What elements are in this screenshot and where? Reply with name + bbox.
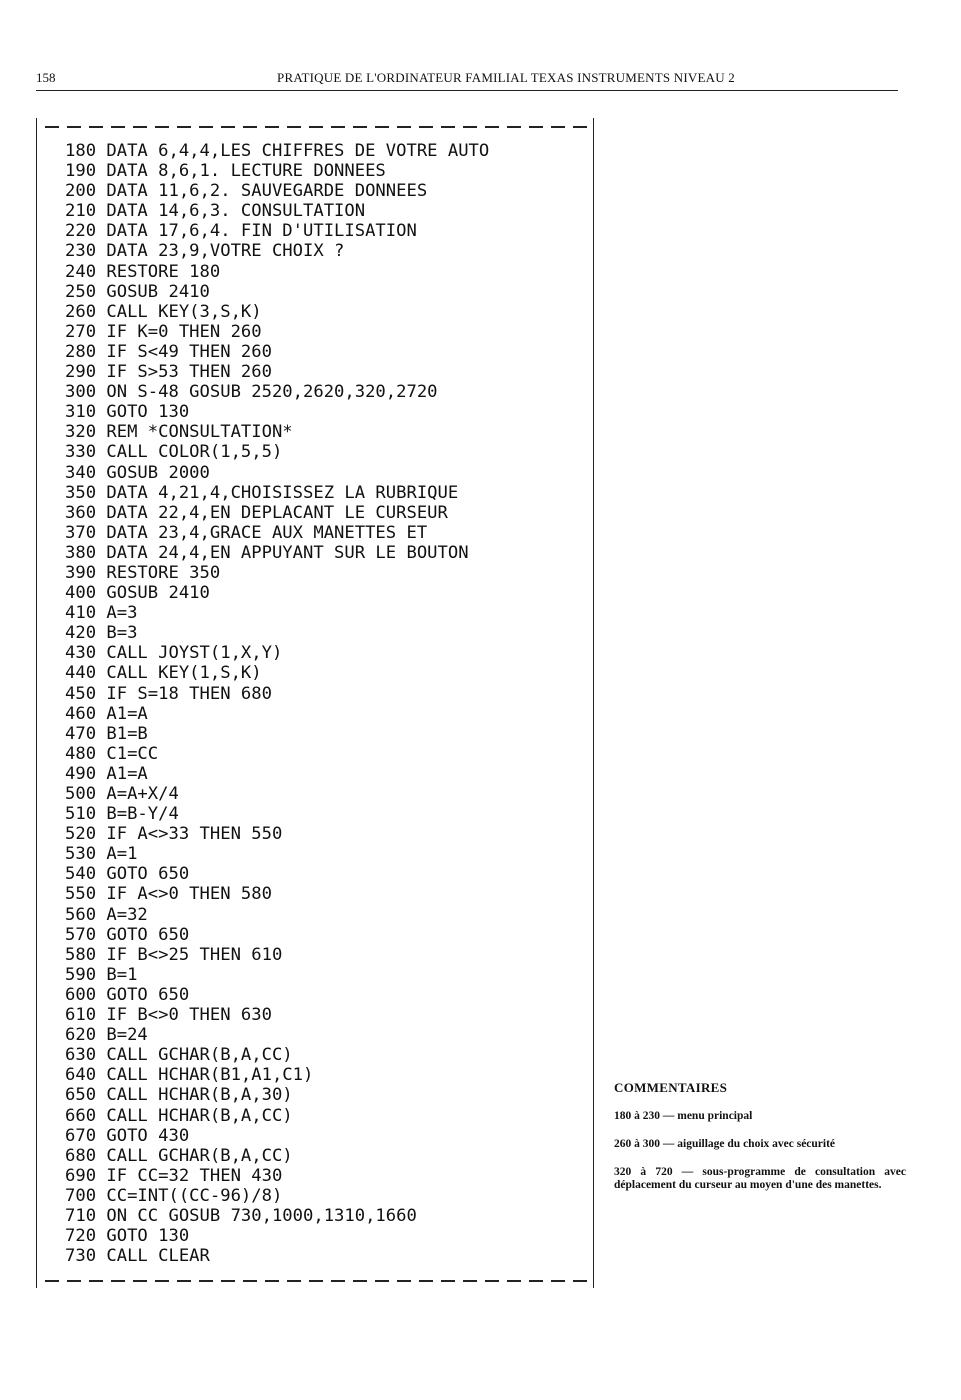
code-line: 450 IF S=18 THEN 680 — [65, 683, 272, 704]
code-line: 460 A1=A — [65, 703, 148, 724]
comment-item: 320 à 720 — sous-programme de consultation avec déplacement du curseur au moyen d'une des manettes. — [614, 1166, 906, 1191]
code-line: 410 A=3 — [65, 603, 138, 624]
code-line: 220 DATA 17,6,4. FIN D'UTILISATION — [65, 221, 417, 242]
code-line: 560 A=32 — [65, 904, 148, 925]
code-line: 370 DATA 23,4,GRACE AUX MANETTES ET — [65, 522, 428, 543]
code-line: 550 IF A<>0 THEN 580 — [65, 884, 272, 905]
code-line: 230 DATA 23,9,VOTRE CHOIX ? — [65, 241, 345, 262]
code-line: 700 CC=INT((CC-96)/8) — [65, 1185, 283, 1206]
code-line: 540 GOTO 650 — [65, 864, 190, 885]
code-line: 310 GOTO 130 — [65, 402, 190, 423]
comment-item: 260 à 300 — aiguillage du choix avec sécurité — [614, 1138, 836, 1150]
code-line: 670 GOTO 430 — [65, 1125, 190, 1146]
code-line: 210 DATA 14,6,3. CONSULTATION — [65, 201, 366, 222]
code-line: 680 CALL GCHAR(B,A,CC) — [65, 1145, 293, 1166]
code-line: 660 CALL HCHAR(B,A,CC) — [65, 1105, 293, 1126]
code-line: 530 A=1 — [65, 844, 138, 865]
code-line: 330 CALL COLOR(1,5,5) — [65, 442, 283, 463]
code-line: 710 ON CC GOSUB 730,1000,1310,1660 — [65, 1205, 417, 1226]
code-line: 380 DATA 24,4,EN APPUYANT SUR LE BOUTON — [65, 542, 469, 563]
running-title: PRATIQUE DE L'ORDINATEUR FAMILIAL TEXAS INSTRUMENTS NIVEAU 2 — [277, 70, 735, 85]
code-line: 390 RESTORE 350 — [65, 562, 221, 583]
code-line: 340 GOSUB 2000 — [65, 462, 210, 483]
program-listing-box — [36, 118, 594, 1288]
page-number: 158 — [36, 70, 56, 85]
code-line: 200 DATA 11,6,2. SAUVEGARDE DONNEES — [65, 181, 428, 202]
code-line: 350 DATA 4,21,4,CHOISISSEZ LA RUBRIQUE — [65, 482, 459, 503]
code-line: 730 CALL CLEAR — [65, 1246, 210, 1267]
code-line: 520 IF A<>33 THEN 550 — [65, 824, 283, 845]
code-line: 490 A1=A — [65, 763, 148, 784]
code-line: 720 GOTO 130 — [65, 1226, 190, 1247]
comments-title: COMMENTAIRES — [614, 1080, 728, 1095]
code-line: 260 CALL KEY(3,S,K) — [65, 301, 262, 322]
code-line: 240 RESTORE 180 — [65, 261, 221, 282]
listing-bottom-dashed-border — [45, 1280, 587, 1282]
code-line: 510 B=B-Y/4 — [65, 804, 179, 825]
code-line: 470 B1=B — [65, 723, 148, 744]
comments-panel — [614, 1080, 906, 1207]
code-line: 300 ON S-48 GOSUB 2520,2620,320,2720 — [65, 382, 438, 403]
code-line: 320 REM *CONSULTATION* — [65, 422, 293, 443]
comment-item: 180 à 230 — menu principal — [614, 1110, 753, 1122]
program-listing — [65, 141, 489, 1266]
code-line: 280 IF S<49 THEN 260 — [65, 341, 272, 362]
code-line: 190 DATA 8,6,1. LECTURE DONNEES — [65, 161, 386, 182]
code-line: 250 GOSUB 2410 — [65, 281, 210, 302]
code-line: 620 B=24 — [65, 1025, 148, 1046]
code-line: 600 GOTO 650 — [65, 984, 190, 1005]
code-line: 480 C1=CC — [65, 743, 159, 764]
page-header — [36, 62, 898, 91]
code-line: 570 GOTO 650 — [65, 924, 190, 945]
code-line: 180 DATA 6,4,4,LES CHIFFRES DE VOTRE AUTO — [65, 141, 490, 161]
code-line: 650 CALL HCHAR(B,A,30) — [65, 1085, 293, 1106]
code-line: 610 IF B<>0 THEN 630 — [65, 1005, 272, 1026]
code-line: 440 CALL KEY(1,S,K) — [65, 663, 262, 684]
code-line: 430 CALL JOYST(1,X,Y) — [65, 643, 283, 664]
code-line: 690 IF CC=32 THEN 430 — [65, 1165, 283, 1186]
listing-top-dashed-border — [45, 126, 587, 128]
code-line: 420 B=3 — [65, 623, 138, 644]
code-line: 640 CALL HCHAR(B1,A1,C1) — [65, 1065, 314, 1086]
code-line: 590 B=1 — [65, 964, 138, 985]
code-line: 360 DATA 22,4,EN DEPLACANT LE CURSEUR — [65, 502, 448, 523]
code-line: 270 IF K=0 THEN 260 — [65, 321, 262, 342]
code-line: 500 A=A+X/4 — [65, 784, 179, 804]
code-line: 630 CALL GCHAR(B,A,CC) — [65, 1045, 293, 1066]
code-line: 580 IF B<>25 THEN 610 — [65, 944, 283, 965]
code-line: 400 GOSUB 2410 — [65, 583, 210, 604]
code-line: 290 IF S>53 THEN 260 — [65, 362, 272, 383]
